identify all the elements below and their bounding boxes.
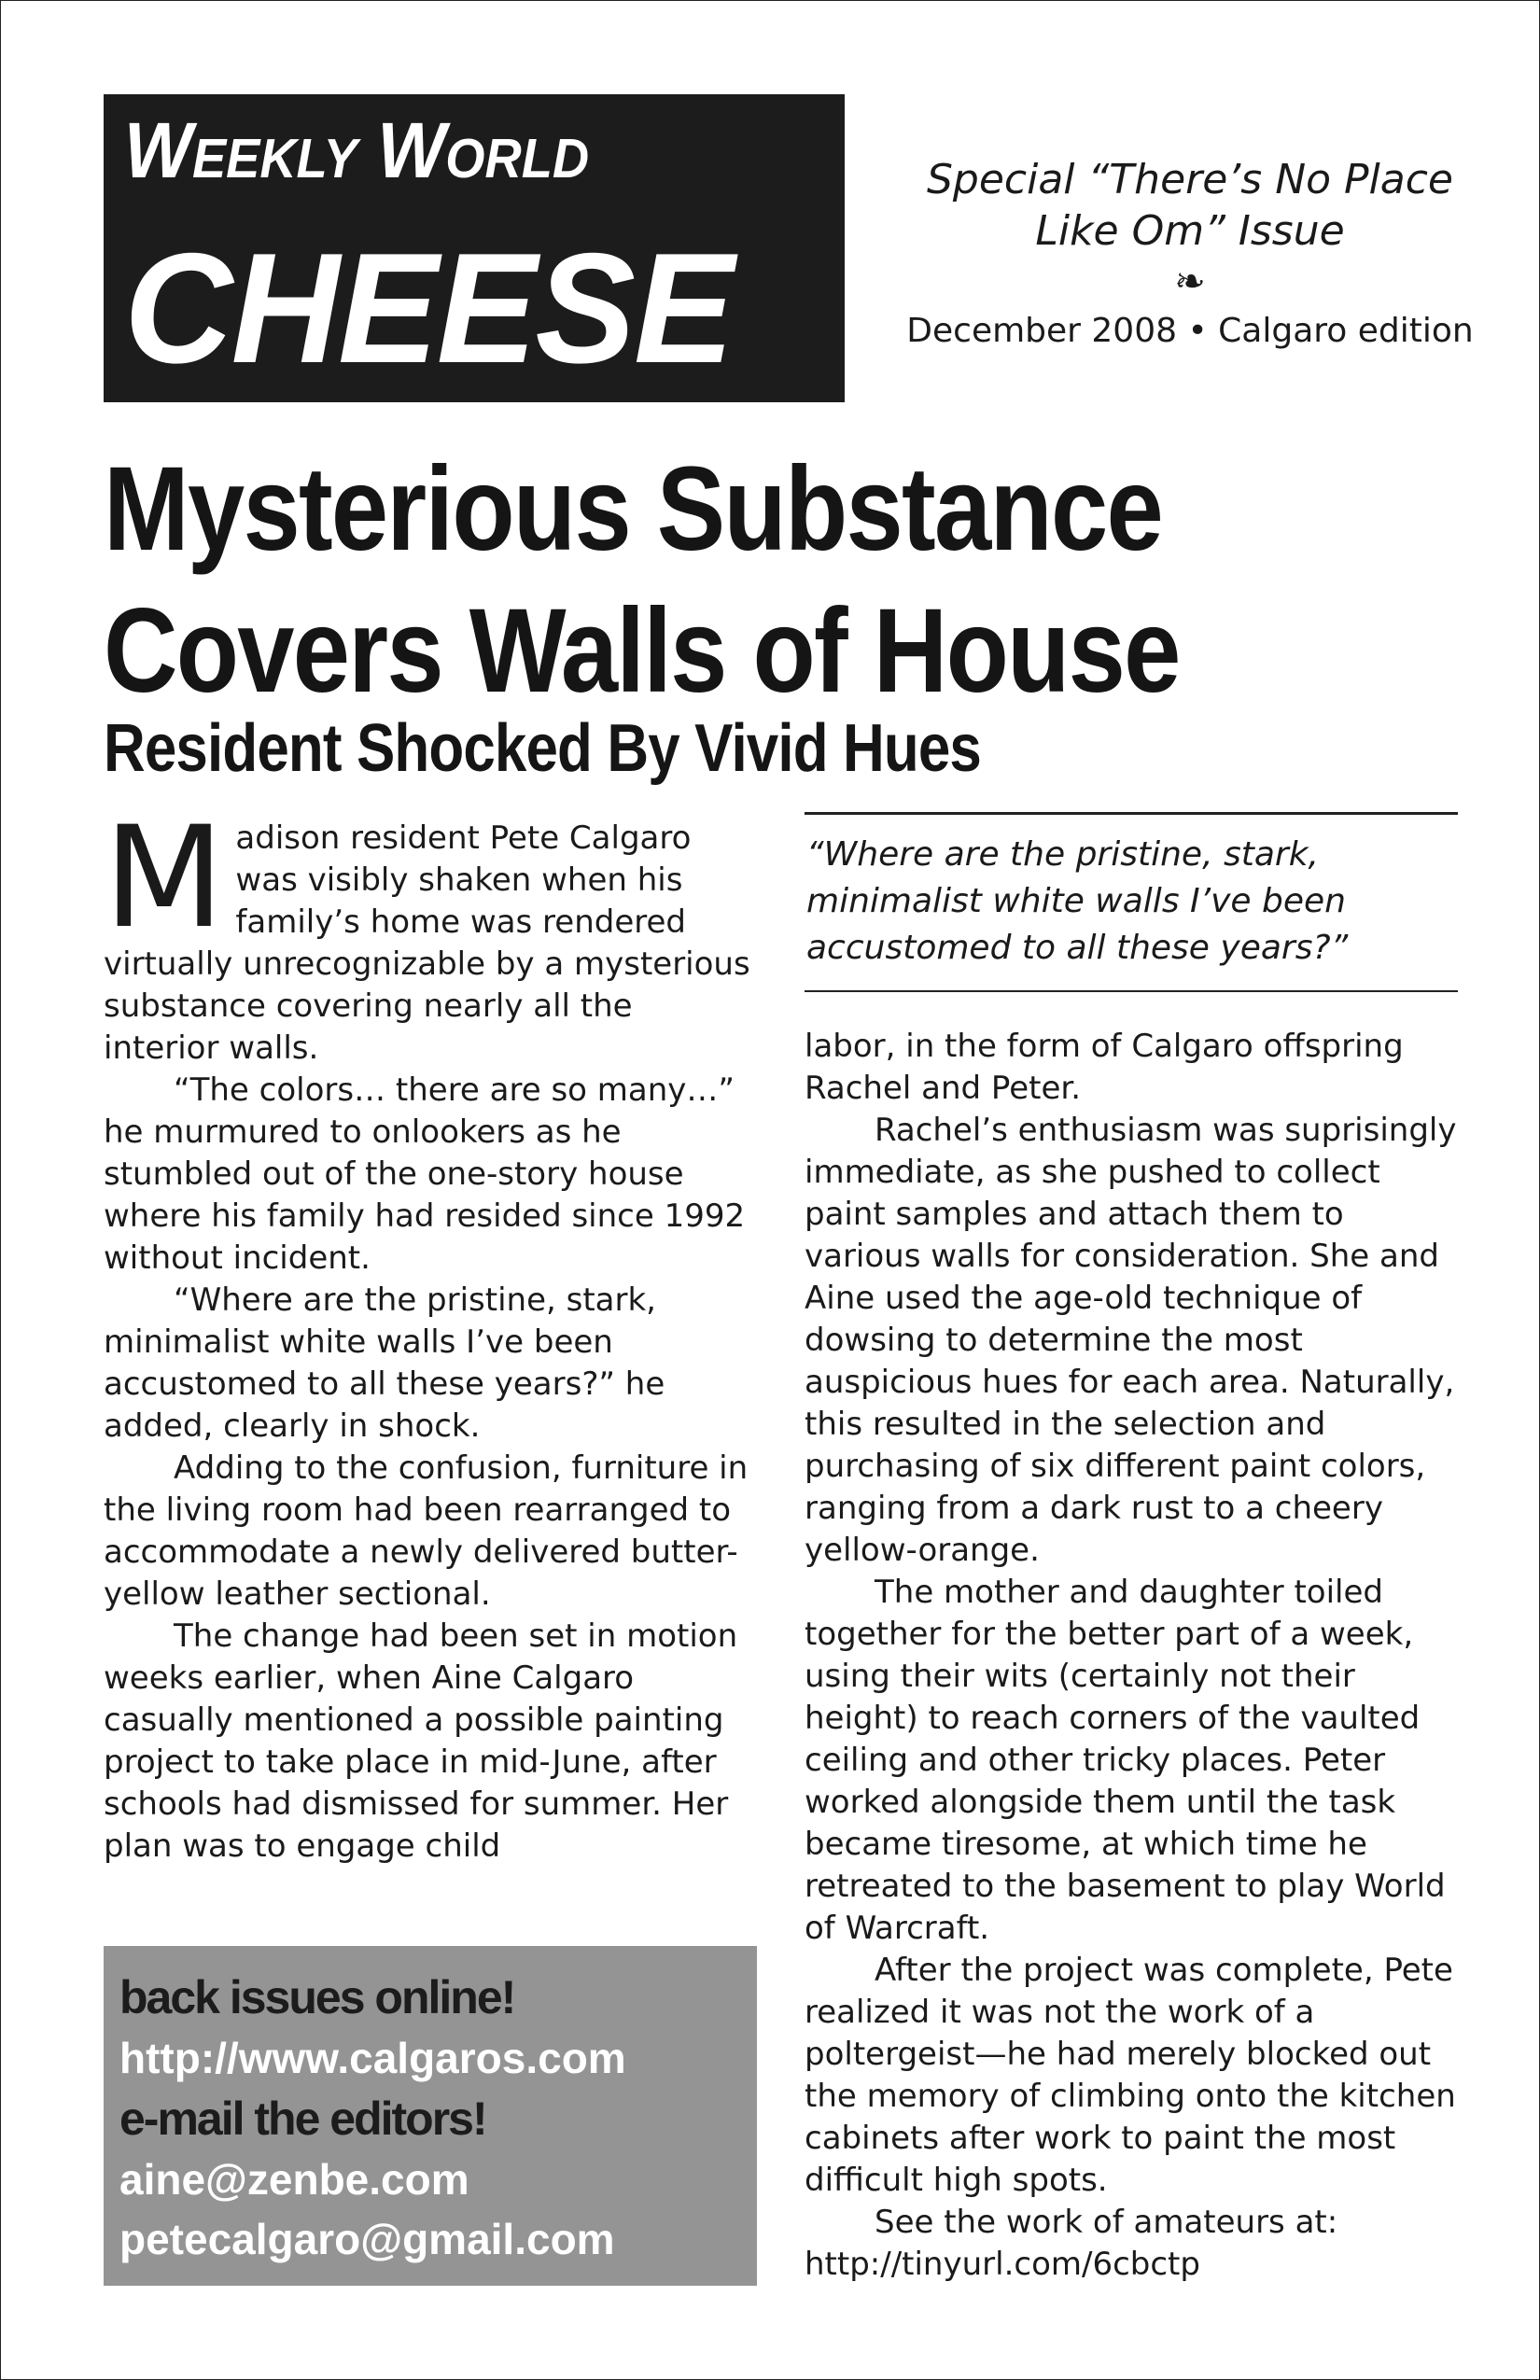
article-paragraph: The change had been set in motion weeks earlier, when Aine Calgaro casually mentioned a possible painting project to take place in mid-June, after schools had dismissed for summer. Her plan was to engage child [104, 1617, 738, 1865]
masthead-title-bottom: CHEESE [124, 220, 733, 396]
article-column-right [805, 1026, 1458, 2286]
masthead-title-top: Weekly World [124, 106, 590, 194]
article-paragraph: Adding to the confusion, furniture in the living room had been rearranged to accommodate a newly delivered butter-yellow leather sectional. [104, 1449, 749, 1613]
headline-line-1: Mysterious Substance [104, 442, 1163, 576]
pull-quote [805, 812, 1458, 992]
article-paragraph: See the work of amateurs at: http://tinyurl.com/6cbctp [805, 2204, 1338, 2283]
issue-date-line: December 2008 • Calgaro edition [906, 312, 1474, 350]
back-issues-box [104, 1946, 757, 2286]
email-link-aine[interactable]: aine@zenbe.com [119, 2155, 469, 2204]
website-link[interactable]: http://www.calgaros.com [119, 2034, 626, 2082]
article-column-left [104, 797, 757, 1868]
article-paragraph [104, 797, 757, 1070]
email-editors-heading: e-mail the editors! [119, 2093, 486, 2145]
article-paragraph: After the project was complete, Pete realized it was not the work of a poltergeist—he had merely blocked out the memory of climbing onto the kitchen cabinets after work to paint the most difficult high spots. [805, 1952, 1456, 2199]
masthead [104, 94, 845, 402]
issue-info [849, 154, 1531, 354]
article-paragraph: “The colors… there are so many…” he murmured to onlookers as he stumbled out of the one-story house where his family had resided since 1992 without incident. [104, 1071, 746, 1277]
article-paragraph: The mother and daughter toiled together for the better part of a week, using their wits (certainly not their height) to reach corners of the vaulted ceiling and other tricky places. Peter worked alongside them until the task became tiresome, at which time he retreated to the basement to play World of Warcraft. [805, 1574, 1446, 1947]
article-paragraph: “Where are the pristine, stark, minimalist white walls I’ve been accustomed to all these years?” he added, clearly in shock. [104, 1281, 665, 1445]
subheadline: Resident Shocked By Vivid Hues [104, 711, 982, 786]
headline [104, 439, 1292, 722]
email-link-pete[interactable]: petecalgaro@gmail.com [119, 2215, 615, 2263]
headline-line-2: Covers Walls of House [104, 584, 1180, 718]
article-paragraph: labor, in the form of Calgaro offspring Rachel and Peter. [805, 1028, 1404, 1107]
drop-cap: M [104, 797, 225, 959]
ornament-icon: ❧ [1174, 260, 1206, 303]
issue-special-title: Special “There’s No Place Like Om” Issue [926, 156, 1453, 255]
article-paragraph: Rachel’s enthusiasm was suprisingly immediate, as she pushed to collect paint samples and attach them to various walls for consideration. She and Aine used the age-old technique of dowsing to determine the most auspicious hues for each area. Naturally, this resulted in the selection and purchasing of six different paint colors, ranging from a dark rust to a cheery yellow-orange. [805, 1112, 1457, 1569]
back-issues-heading: back issues online! [119, 1971, 515, 2023]
pull-quote-text: “Where are the pristine, stark, minimalist white walls I’ve been accustomed to all these years?” [806, 835, 1349, 967]
paragraph-text: adison resident Pete Calgaro was visibly shaken when his family’s home was rendered virtually unrecognizable by a mysterious substance covering nearly all the interior walls. [104, 819, 750, 1067]
